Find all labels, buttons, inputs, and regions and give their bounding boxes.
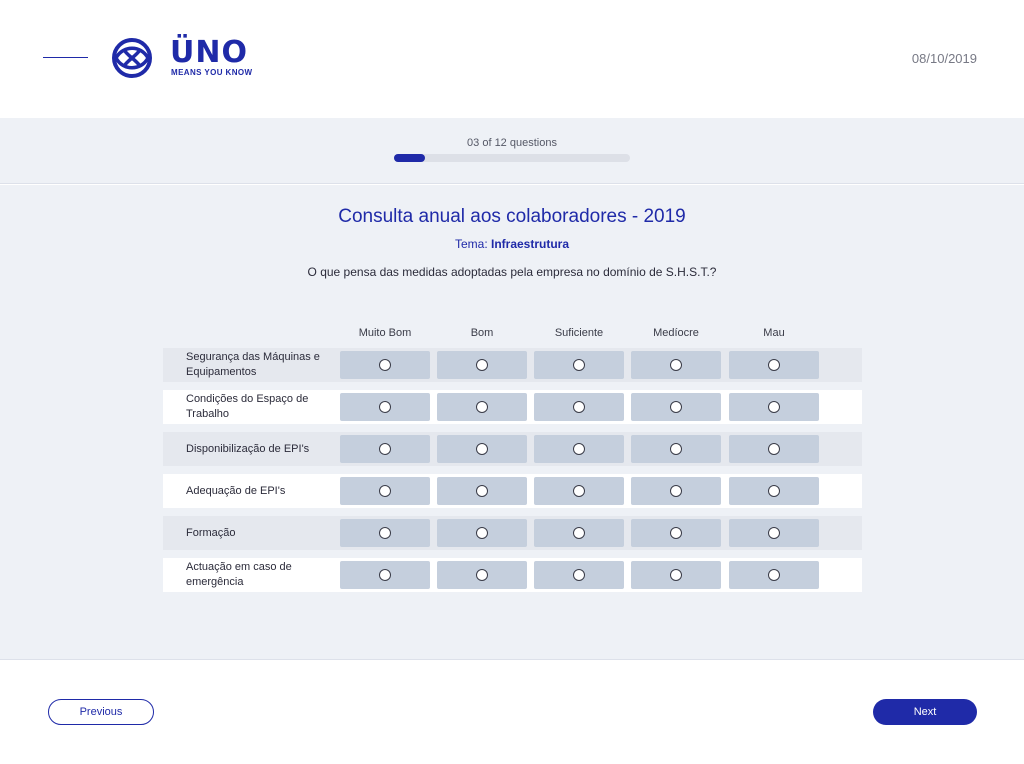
rating-cell-muito-bom[interactable] [340, 477, 430, 505]
header [0, 0, 1024, 118]
rating-cell-mediocre[interactable] [631, 393, 721, 421]
question-text: O que pensa das medidas adoptadas pela empresa no domínio de S.H.S.T.? [307, 265, 717, 279]
radio-button[interactable] [670, 485, 682, 497]
radio-button[interactable] [379, 401, 391, 413]
radio-button[interactable] [379, 359, 391, 371]
radio-button[interactable] [476, 485, 488, 497]
rating-cell-mediocre[interactable] [631, 561, 721, 589]
scale-header-bom: Bom [470, 327, 494, 339]
rating-cell-bom[interactable] [437, 477, 527, 505]
scale-header-suficiente: Suficiente [554, 327, 604, 339]
rating-cell-suficiente[interactable] [534, 519, 624, 547]
radio-button[interactable] [768, 401, 780, 413]
table-row [163, 390, 862, 424]
rating-cell-bom[interactable] [437, 393, 527, 421]
radio-button[interactable] [379, 485, 391, 497]
row-label: Actuação em caso de emergência [186, 561, 292, 588]
survey-theme [0, 237, 1024, 251]
rating-cell-mediocre[interactable] [631, 435, 721, 463]
theme-value: Infraestrutura [491, 237, 570, 251]
rating-cell-mediocre[interactable] [631, 351, 721, 379]
table-row [163, 558, 862, 592]
row-label: Segurança das Máquinas e Equipamentos [186, 351, 320, 378]
radio-button[interactable] [670, 359, 682, 371]
rating-cell-muito-bom[interactable] [340, 519, 430, 547]
radio-button[interactable] [573, 569, 585, 581]
rating-cell-suficiente[interactable] [534, 477, 624, 505]
rating-cell-mau[interactable] [729, 351, 819, 379]
rating-cell-suficiente[interactable] [534, 351, 624, 379]
radio-button[interactable] [573, 401, 585, 413]
logo-tagline: MEANS YOU KNOW [171, 68, 253, 77]
progress-bar [394, 154, 630, 162]
radio-button[interactable] [670, 443, 682, 455]
radio-button[interactable] [573, 485, 585, 497]
table-row [163, 516, 862, 550]
progress-bar-fill [394, 154, 425, 162]
theme-label: Tema: [454, 237, 488, 251]
rating-cell-muito-bom[interactable] [340, 393, 430, 421]
radio-button[interactable] [670, 527, 682, 539]
radio-button[interactable] [476, 359, 488, 371]
row-label: Condições do Espaço de Trabalho [186, 393, 309, 420]
radio-button[interactable] [379, 443, 391, 455]
previous-button[interactable]: Previous [48, 699, 154, 725]
radio-button[interactable] [476, 527, 488, 539]
table-row [163, 474, 862, 508]
rating-cell-mau[interactable] [729, 519, 819, 547]
radio-button[interactable] [573, 527, 585, 539]
progress-label: 03 of 12 questions [467, 137, 557, 149]
rating-cell-mau[interactable] [729, 393, 819, 421]
survey-title: Consulta anual aos colaboradores - 2019 [338, 206, 686, 227]
rating-cell-mediocre[interactable] [631, 519, 721, 547]
table-row [163, 432, 862, 466]
header-divider-line [43, 57, 88, 58]
rating-cell-muito-bom[interactable] [340, 351, 430, 379]
radio-button[interactable] [768, 443, 780, 455]
radio-button[interactable] [476, 443, 488, 455]
rating-cell-suficiente[interactable] [534, 435, 624, 463]
rating-cell-bom[interactable] [437, 519, 527, 547]
rating-cell-mediocre[interactable] [631, 477, 721, 505]
rating-cell-suficiente[interactable] [534, 393, 624, 421]
rating-cell-muito-bom[interactable] [340, 561, 430, 589]
radio-button[interactable] [670, 401, 682, 413]
radio-button[interactable] [476, 401, 488, 413]
rating-cell-suficiente[interactable] [534, 561, 624, 589]
radio-button[interactable] [379, 569, 391, 581]
scale-header-mediocre: Medíocre [653, 327, 699, 339]
rating-cell-bom[interactable] [437, 435, 527, 463]
rating-cell-mau[interactable] [729, 435, 819, 463]
header-date: 08/10/2019 [911, 51, 977, 66]
table-row [163, 348, 862, 382]
logo-wordmark: ÜNO [170, 35, 248, 70]
radio-button[interactable] [379, 527, 391, 539]
radio-button[interactable] [768, 569, 780, 581]
scale-header-mau: Mau [763, 327, 785, 339]
radio-button[interactable] [476, 569, 488, 581]
logo-icon [111, 37, 153, 79]
row-label: Formação [186, 526, 236, 539]
rating-cell-bom[interactable] [437, 561, 527, 589]
rating-cell-muito-bom[interactable] [340, 435, 430, 463]
radio-button[interactable] [768, 485, 780, 497]
rating-cell-bom[interactable] [437, 351, 527, 379]
radio-button[interactable] [768, 527, 780, 539]
next-button[interactable]: Next [873, 699, 977, 725]
progress-section [0, 118, 1024, 184]
row-label: Disponibilização de EPI's [186, 442, 310, 455]
scale-header-muito-bom: Muito Bom [358, 327, 412, 339]
survey-panel [0, 185, 1024, 660]
radio-button[interactable] [670, 569, 682, 581]
radio-button[interactable] [573, 443, 585, 455]
rating-cell-mau[interactable] [729, 477, 819, 505]
rating-cell-mau[interactable] [729, 561, 819, 589]
row-label: Adequação de EPI's [186, 484, 286, 497]
radio-button[interactable] [768, 359, 780, 371]
radio-button[interactable] [573, 359, 585, 371]
